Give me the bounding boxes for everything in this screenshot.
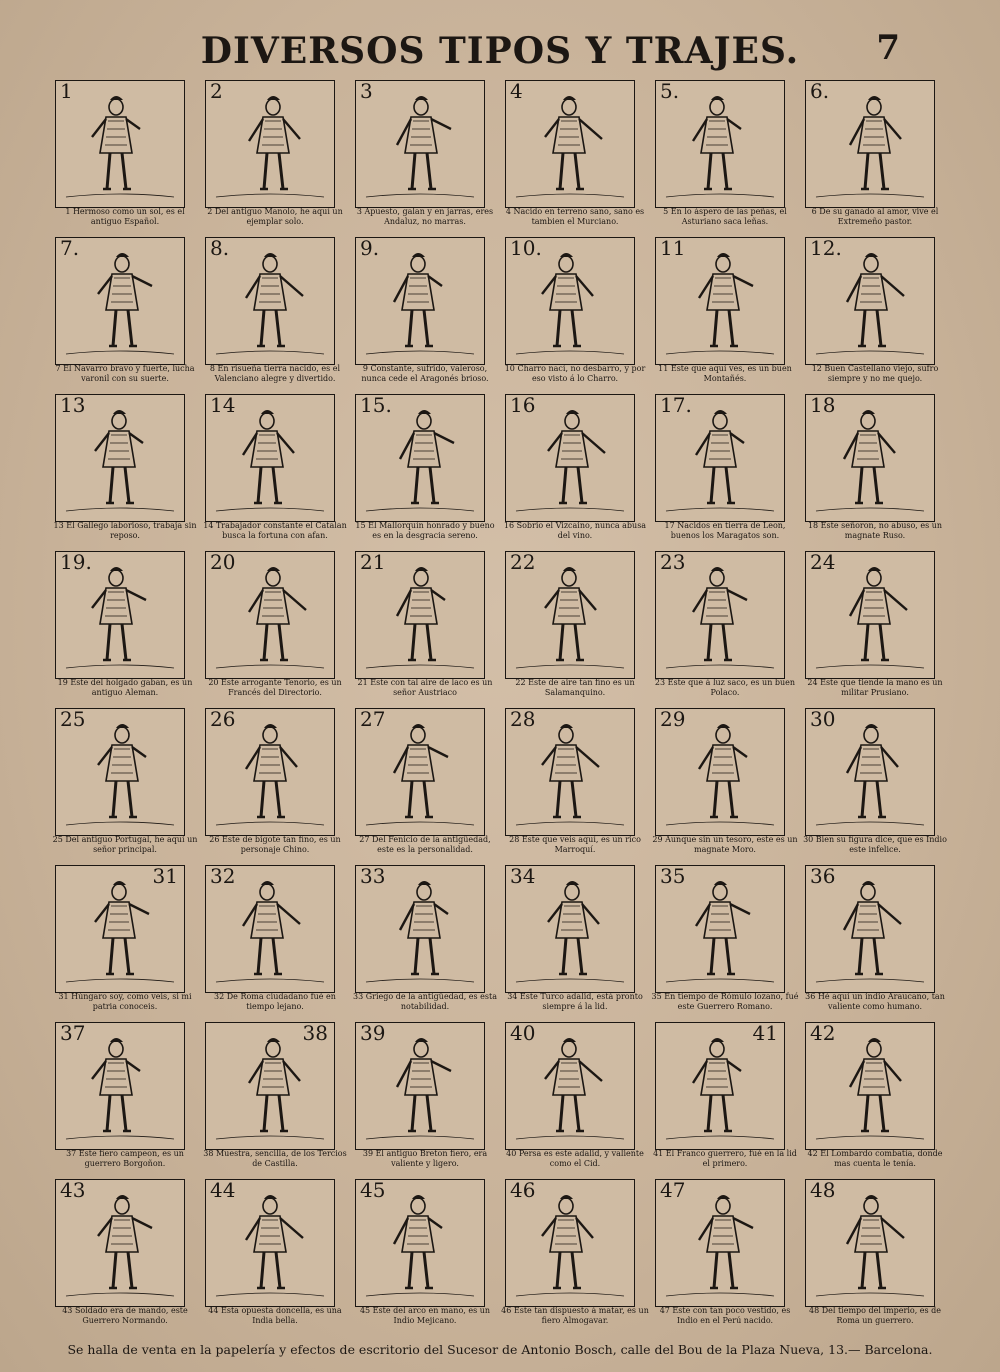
- figure-number: 43: [60, 1179, 86, 1202]
- figure-caption: 10 Charro nací, no desbarro, y por eso visto á lo Charro.: [504, 364, 646, 383]
- figure-cell: [500, 1175, 650, 1332]
- woodcut-panel: [55, 865, 185, 993]
- figure-caption: 38 Muestra, sencilla, de los Tercios de Castilla.: [203, 1149, 347, 1168]
- costume-figure-illustration: [206, 81, 334, 207]
- figure-cell: [200, 547, 350, 704]
- figure-cell: [800, 76, 950, 233]
- woodcut-panel: [55, 80, 185, 208]
- figure-number: 14: [210, 394, 236, 417]
- figure-caption: 27 Del Fenicio de la antigüedad, este es la personalidad.: [359, 835, 491, 854]
- figure-caption: 11 Este que aquí ves, es un buen Montañés.: [658, 364, 792, 383]
- figure-cell: [200, 1018, 350, 1175]
- costume-figure-illustration: [356, 81, 484, 207]
- figure-cell: [50, 233, 200, 390]
- figure-cell: [350, 704, 500, 861]
- woodcut-panel: [205, 80, 335, 208]
- figure-number: 36: [810, 865, 836, 888]
- figure-caption: 13 El Gallego laborioso, trabaja sin reposo.: [53, 521, 197, 540]
- figure-cell: [500, 76, 650, 233]
- figure-caption: 32 De Roma ciudadano fué en tiempo lejano.: [214, 992, 336, 1011]
- figure-caption: 4 Nacido en terreno sano, sano es tambien el Murciano.: [505, 207, 645, 226]
- figure-number: 12.: [810, 237, 842, 260]
- figure-number: 27: [360, 708, 386, 731]
- figure-number: 44: [210, 1179, 236, 1202]
- woodcut-panel: [205, 708, 335, 836]
- woodcut-panel: [205, 551, 335, 679]
- woodcut-panel: [805, 1179, 935, 1307]
- figure-caption: 20 Este arrogante Tenorio, es un Francés del Directorio.: [208, 678, 342, 697]
- woodcut-panel: [55, 1022, 185, 1150]
- figure-number: 9.: [360, 237, 380, 260]
- figure-number: 17.: [660, 394, 692, 417]
- figure-number: 33: [360, 865, 386, 888]
- figure-cell: [800, 1018, 950, 1175]
- figure-cell: [800, 704, 950, 861]
- woodcut-panel: [805, 865, 935, 993]
- figure-caption: 28 Este que veis aquí, es un rico Marroquí.: [509, 835, 641, 854]
- woodcut-panel: [805, 237, 935, 365]
- figure-cell: [50, 76, 200, 233]
- page-title: DIVERSOS TIPOS Y TRAJES.: [200, 30, 800, 72]
- woodcut-panel: [205, 1179, 335, 1307]
- figure-caption: 21 Este con tal aire de laco es un señor Austriaco: [357, 678, 493, 697]
- figure-cell: [200, 704, 350, 861]
- figure-number: 7.: [60, 237, 80, 260]
- figure-caption: 47 Este con tan poco vestido, es Indio en el Perú nacido.: [659, 1306, 791, 1325]
- figure-number: 5.: [660, 80, 680, 103]
- figure-cell: [800, 1175, 950, 1332]
- figure-caption: 45 Este del arco en mano, es un Indio Mejicano.: [359, 1306, 491, 1325]
- figure-number: 8.: [210, 237, 230, 260]
- figure-caption: 39 El antiguo Breton fiero, era valiente y ligero.: [362, 1149, 488, 1168]
- figure-number: 42: [810, 1022, 836, 1045]
- figure-number: 37: [60, 1022, 86, 1045]
- woodcut-panel: [55, 1179, 185, 1307]
- figure-caption: 8 En risueña tierra nacido, es el Valenciano alegre y divertido.: [209, 364, 341, 383]
- woodcut-panel: [505, 708, 635, 836]
- figure-caption: 42 El Lombardo combatía, donde mas cuenta le tenía.: [807, 1149, 943, 1168]
- woodcut-panel: [205, 237, 335, 365]
- figure-number: 29: [660, 708, 686, 731]
- woodcut-panel: [805, 1022, 935, 1150]
- figure-number: 1: [60, 80, 73, 103]
- figure-number: 39: [360, 1022, 386, 1045]
- page-number: 7: [876, 28, 900, 68]
- figure-caption: 23 Este que á luz saco, es un buen Polaco.: [654, 678, 796, 697]
- figure-number: 15.: [360, 394, 392, 417]
- figure-cell: [200, 861, 350, 1018]
- figure-caption: 6 De su ganado al amor, vive el Extremeño pastor.: [811, 207, 939, 226]
- woodcut-panel: [355, 1022, 485, 1150]
- figure-number: 40: [510, 1022, 536, 1045]
- figure-caption: 9 Constante, sufrido, valeroso, nunca cede el Aragonés brioso.: [361, 364, 489, 383]
- woodcut-panel: [655, 708, 785, 836]
- figure-cell: [500, 547, 650, 704]
- costume-figure-illustration: [56, 81, 184, 207]
- woodcut-panel: [355, 1179, 485, 1307]
- costume-figure-illustration: [506, 81, 634, 207]
- figure-cell: [800, 233, 950, 390]
- figure-caption: 44 Esta opuesta doncella, es una India bella.: [208, 1306, 342, 1325]
- figure-caption: 34 Este Turco adalid, está pronto siempre á la lid.: [507, 992, 643, 1011]
- woodcut-panel: [355, 551, 485, 679]
- figure-caption: 17 Nacidos en tierra de Leon, buenos los Maragatos son.: [664, 521, 786, 540]
- figure-cell: [500, 233, 650, 390]
- woodcut-panel: [205, 1022, 335, 1150]
- woodcut-panel: [355, 708, 485, 836]
- figure-cell: [650, 547, 800, 704]
- figure-number: 31: [152, 865, 178, 888]
- figure-caption: 12 Buen Castellano viejo, sufro siempre y no me quejo.: [811, 364, 939, 383]
- woodcut-panel: [355, 80, 485, 208]
- woodcut-panel: [655, 237, 785, 365]
- figure-cell: [200, 1175, 350, 1332]
- figure-cell: [350, 390, 500, 547]
- figure-caption: 35 En tiempo de Rómulo lozano, fué este Guerrero Romano.: [651, 992, 799, 1011]
- woodcut-panel: [655, 80, 785, 208]
- figure-number: 4: [510, 80, 523, 103]
- woodcut-panel: [55, 237, 185, 365]
- figure-cell: [200, 76, 350, 233]
- figure-caption: 29 Aunque sin un tesoro, este es un magnate Moro.: [652, 835, 798, 854]
- woodcut-panel: [805, 551, 935, 679]
- figure-number: 45: [360, 1179, 386, 1202]
- figure-cell: [50, 704, 200, 861]
- figure-caption: 37 Este fiero campeon, es un guerrero Borgoñon.: [66, 1149, 184, 1168]
- figure-number: 6.: [810, 80, 830, 103]
- woodcut-panel: [505, 1179, 635, 1307]
- figure-number: 28: [510, 708, 536, 731]
- figure-cell: [650, 233, 800, 390]
- woodcut-panel: [355, 865, 485, 993]
- woodcut-panel: [655, 394, 785, 522]
- woodcut-panel: [355, 237, 485, 365]
- woodcut-panel: [505, 551, 635, 679]
- figure-caption: 24 Este que tiende la mano es un militar Prusiano.: [807, 678, 943, 697]
- woodcut-panel: [655, 551, 785, 679]
- figure-number: 19.: [60, 551, 92, 574]
- figure-cell: [650, 390, 800, 547]
- figure-caption: 1 Hermoso como un sol, es el antiguo Español.: [65, 207, 185, 226]
- figure-cell: [50, 390, 200, 547]
- figure-cell: [350, 76, 500, 233]
- figure-caption: 48 Del tiempo del imperio, es de Roma un guerrero.: [808, 1306, 942, 1325]
- figure-number: 35: [660, 865, 686, 888]
- figure-cell: [650, 1175, 800, 1332]
- figure-cell: [350, 233, 500, 390]
- figure-number: 23: [660, 551, 686, 574]
- woodcut-panel: [55, 394, 185, 522]
- figure-caption: 26 Este de bigote tan fino, es un personaje Chino.: [209, 835, 341, 854]
- figure-caption: 18 Este señoron, no abuso, es un magnate Ruso.: [807, 521, 943, 540]
- figure-caption: 36 Hé aquí un indio Araucano, tan valiente como humano.: [805, 992, 945, 1011]
- figure-number: 18: [810, 394, 836, 417]
- figure-cell: [50, 1018, 200, 1175]
- figure-cell: [650, 861, 800, 1018]
- woodcut-panel: [505, 237, 635, 365]
- woodcut-panel: [655, 865, 785, 993]
- figure-cell: [50, 1175, 200, 1332]
- figure-caption: 46 Este tan dispuesto á matar, es un fiero Almogavar.: [501, 1306, 649, 1325]
- woodcut-panel: [505, 865, 635, 993]
- figure-caption: 2 Del antiguo Manolo, he aquí un ejemplar solo.: [207, 207, 343, 226]
- figure-caption: 14 Trabajador constante el Catalan busca la fortuna con afan.: [203, 521, 347, 540]
- figure-caption: 3 Apuesto, galan y en jarras, eres Andaluz, no marras.: [356, 207, 494, 226]
- woodcut-panel: [505, 1022, 635, 1150]
- figure-number: 22: [510, 551, 536, 574]
- figure-number: 32: [210, 865, 236, 888]
- figure-cell: [650, 76, 800, 233]
- figure-cell: [50, 861, 200, 1018]
- figure-cell: [350, 1018, 500, 1175]
- figure-number: 25: [60, 708, 86, 731]
- woodcut-panel: [205, 865, 335, 993]
- figure-number: 41: [752, 1022, 778, 1045]
- figure-caption: 30 Bien su figura dice, que es Indio este infelice.: [803, 835, 947, 854]
- figure-caption: 25 Del antiguo Portugal, he aquí un señor principal.: [52, 835, 198, 854]
- woodcut-panel: [55, 708, 185, 836]
- woodcut-panel: [805, 394, 935, 522]
- figure-caption: 41 El Franco guerrero, fué en la lid el primero.: [653, 1149, 797, 1168]
- figure-caption: 33 Griego de la antigüedad, es esta notabilidad.: [353, 992, 497, 1011]
- figure-number: 47: [660, 1179, 686, 1202]
- woodcut-panel: [355, 394, 485, 522]
- figure-caption: 7 El Navarro bravo y fuerte, lucha varonil con su suerte.: [55, 364, 195, 383]
- figure-number: 20: [210, 551, 236, 574]
- figure-cell: [500, 861, 650, 1018]
- figure-cell: [500, 1018, 650, 1175]
- figure-grid: [50, 76, 950, 1346]
- figure-cell: [800, 547, 950, 704]
- figure-caption: 5 En lo áspero de las peñas, el Asturiano saca leñas.: [663, 207, 787, 226]
- figure-number: 38: [302, 1022, 328, 1045]
- publisher-footer: Se halla de venta en la papelería y efectos de escritorio del Sucesor de Antonio Bosch, calle del Bou de la Plaza Nueva, 13.— Barcelona.: [67, 1342, 933, 1357]
- figure-number: 16: [510, 394, 536, 417]
- figure-number: 26: [210, 708, 236, 731]
- figure-number: 2: [210, 80, 223, 103]
- figure-cell: [650, 1018, 800, 1175]
- figure-number: 13: [60, 394, 86, 417]
- figure-cell: [350, 1175, 500, 1332]
- figure-cell: [200, 233, 350, 390]
- figure-number: 21: [360, 551, 386, 574]
- figure-cell: [800, 390, 950, 547]
- figure-cell: [800, 861, 950, 1018]
- figure-number: 46: [510, 1179, 536, 1202]
- figure-number: 34: [510, 865, 536, 888]
- figure-cell: [650, 704, 800, 861]
- figure-number: 10.: [510, 237, 542, 260]
- figure-caption: 43 Soldado era de mando, este Guerrero Normando.: [62, 1306, 188, 1325]
- figure-cell: [500, 704, 650, 861]
- figure-number: 3: [360, 80, 373, 103]
- figure-cell: [200, 390, 350, 547]
- figure-cell: [350, 861, 500, 1018]
- figure-number: 48: [810, 1179, 836, 1202]
- woodcut-panel: [655, 1022, 785, 1150]
- figure-cell: [50, 547, 200, 704]
- figure-number: 30: [810, 708, 836, 731]
- figure-cell: [350, 547, 500, 704]
- woodcut-panel: [655, 1179, 785, 1307]
- figure-caption: 15 El Mallorquín honrado y bueno es en la desgracia sereno.: [355, 521, 495, 540]
- figure-caption: 19 Este del holgado gaban, es un antiguo Aleman.: [57, 678, 193, 697]
- woodcut-panel: [505, 80, 635, 208]
- figure-caption: 40 Persa es este adalid, y valiente como el Cid.: [506, 1149, 644, 1168]
- woodcut-panel: [55, 551, 185, 679]
- figure-number: 24: [810, 551, 836, 574]
- woodcut-panel: [505, 394, 635, 522]
- figure-caption: 22 Este de aire tan fino es un Salamanquino.: [515, 678, 635, 697]
- woodcut-panel: [205, 394, 335, 522]
- figure-caption: 16 Sobrio el Vizcaino, nunca abusa del vino.: [503, 521, 647, 540]
- figure-caption: 31 Húngaro soy, como veis, si mi patria conoceis.: [58, 992, 192, 1011]
- figure-cell: [500, 390, 650, 547]
- woodcut-panel: [805, 708, 935, 836]
- woodcut-panel: [805, 80, 935, 208]
- figure-number: 11: [660, 237, 686, 260]
